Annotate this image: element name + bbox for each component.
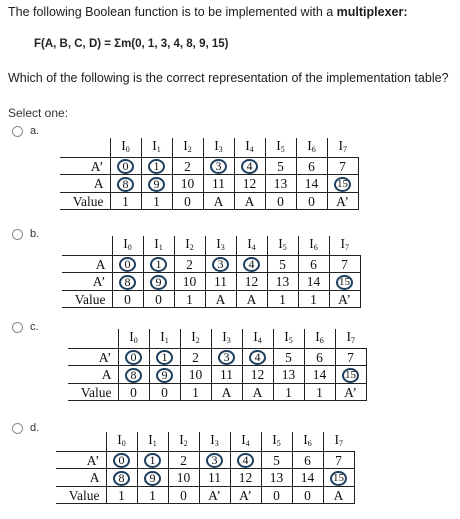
header-subscript: 2 (183, 439, 188, 448)
table-header-row (68, 329, 366, 349)
table-cell: 11 (211, 366, 242, 384)
column-header (298, 236, 329, 256)
option-letter: d. (30, 422, 40, 434)
header-label: I (191, 329, 196, 344)
table-cell: 1 (174, 291, 205, 308)
table-cell (110, 175, 141, 193)
header-subscript: 6 (307, 439, 312, 448)
header-subscript: 7 (345, 243, 349, 252)
column-header (172, 138, 203, 158)
column-header (296, 138, 327, 158)
header-label: I (154, 236, 159, 251)
header-spacer (60, 138, 110, 158)
header-subscript: 3 (226, 336, 231, 345)
table-cell (230, 452, 261, 469)
circled-minterm: 1 (156, 350, 173, 365)
table-cell: 2 (174, 256, 205, 273)
column-header (329, 236, 360, 256)
table-cell: 5 (267, 256, 298, 273)
column-header (273, 329, 304, 349)
table-cell: 2 (168, 452, 199, 469)
table-cell: 12 (236, 273, 267, 291)
header-subscript: 1 (164, 336, 169, 345)
table-cell: 10 (168, 469, 199, 487)
column-header (211, 329, 242, 349)
table-cell: 0 (296, 193, 327, 210)
column-header (205, 236, 236, 256)
column-header (230, 432, 261, 452)
table-header-row (62, 236, 360, 256)
header-label: I (210, 432, 215, 447)
row-label: A’ (56, 452, 106, 469)
header-subscript: 5 (276, 439, 281, 448)
header-subscript: 5 (282, 243, 287, 252)
header-subscript: 6 (313, 243, 318, 252)
option-radio-c[interactable] (12, 322, 23, 333)
table-cell (141, 175, 172, 193)
table-cell (106, 452, 137, 469)
header-subscript: 2 (195, 336, 200, 345)
minterm-row-1 (56, 452, 354, 469)
header-label: I (222, 329, 227, 344)
table-cell: 0 (292, 487, 323, 504)
circled-minterm: 15 (336, 275, 353, 290)
header-subscript: 7 (339, 439, 343, 448)
column-header (335, 329, 366, 349)
header-label: I (183, 138, 188, 153)
option-radio-a[interactable] (12, 126, 23, 137)
table-cell: 1 (273, 384, 304, 401)
header-subscript: 0 (133, 336, 138, 345)
header-subscript: 3 (214, 439, 219, 448)
table-cell (143, 256, 174, 273)
header-subscript: 2 (187, 145, 192, 154)
table-cell: A (242, 384, 273, 401)
table-cell: A (323, 487, 354, 504)
circled-minterm: 0 (117, 159, 134, 174)
header-label: I (129, 329, 134, 344)
table-cell: 5 (273, 349, 304, 366)
header-label: I (179, 432, 184, 447)
table-cell: 0 (149, 384, 180, 401)
minterm-row-1 (62, 256, 360, 273)
row-label: A (56, 469, 106, 487)
column-header (137, 432, 168, 452)
header-label: I (340, 236, 345, 251)
table-cell: 1 (298, 291, 329, 308)
table-cell (203, 158, 234, 175)
column-header (118, 329, 149, 349)
table-cell: 1 (141, 193, 172, 210)
circled-minterm: 15 (334, 177, 351, 192)
table-cell (323, 469, 354, 487)
table-header-row (56, 432, 354, 452)
header-label: I (247, 236, 252, 251)
table-cell: 0 (261, 487, 292, 504)
minterm-row-1 (68, 349, 366, 366)
table-cell (110, 158, 141, 175)
table-cell: 1 (110, 193, 141, 210)
column-header (261, 432, 292, 452)
circled-minterm: 9 (150, 275, 167, 290)
table-cell: 7 (323, 452, 354, 469)
option-radio-d[interactable] (12, 423, 23, 434)
header-label: I (121, 138, 126, 153)
header-subscript: 4 (257, 336, 262, 345)
table-cell: 7 (327, 158, 358, 175)
table-cell: A (203, 193, 234, 210)
table-cell (149, 366, 180, 384)
circled-minterm: 1 (144, 453, 161, 468)
table-cell: A’ (199, 487, 230, 504)
minterm-row-2 (62, 273, 360, 291)
table-cell (205, 256, 236, 273)
header-subscript: 0 (127, 243, 132, 252)
table-cell: 14 (298, 273, 329, 291)
row-label: Value (62, 291, 112, 308)
column-header (327, 138, 358, 158)
select-one-label: Select one: (8, 106, 69, 120)
table-cell: 2 (172, 158, 203, 175)
column-header (143, 236, 174, 256)
minterm-row-2 (60, 175, 358, 193)
header-label: I (346, 329, 351, 344)
table-cell (118, 349, 149, 366)
table-cell: 6 (296, 158, 327, 175)
header-label: I (309, 236, 314, 251)
header-subscript: 4 (245, 439, 250, 448)
minterm-row-2 (68, 366, 366, 384)
header-subscript: 4 (249, 145, 254, 154)
column-header (149, 329, 180, 349)
header-label: I (214, 138, 219, 153)
column-header (141, 138, 172, 158)
column-header (292, 432, 323, 452)
column-header (110, 138, 141, 158)
column-header (112, 236, 143, 256)
table-cell: 14 (304, 366, 335, 384)
table-cell: 11 (205, 273, 236, 291)
circled-minterm: 15 (330, 471, 347, 486)
table-cell: A’ (230, 487, 261, 504)
header-subscript: 5 (288, 336, 293, 345)
question-line-1 (8, 5, 408, 19)
table-cell: 1 (180, 384, 211, 401)
table-cell: 11 (203, 175, 234, 193)
question-text: The following Boolean function is to be implemented with a (8, 5, 337, 19)
table-cell: 2 (180, 349, 211, 366)
header-spacer (68, 329, 118, 349)
table-cell (137, 469, 168, 487)
header-label: I (216, 236, 221, 251)
table-cell: A’ (335, 384, 366, 401)
header-label: I (152, 138, 157, 153)
table-cell: A (205, 291, 236, 308)
value-row (62, 291, 360, 308)
table-cell: 12 (230, 469, 261, 487)
circled-minterm: 4 (241, 159, 258, 174)
header-label: I (185, 236, 190, 251)
row-label: A (60, 175, 110, 193)
row-label: A’ (60, 158, 110, 175)
table-cell: 12 (234, 175, 265, 193)
option-letter: c. (30, 321, 39, 333)
table-header-row (60, 138, 358, 158)
column-header (174, 236, 205, 256)
header-subscript: 0 (121, 439, 126, 448)
table-cell: 13 (267, 273, 298, 291)
table-cell (236, 256, 267, 273)
option-letter: b. (30, 228, 40, 240)
circled-minterm: 9 (156, 368, 173, 383)
table-cell: 6 (304, 349, 335, 366)
boolean-function: F(A, B, C, D) = Σm(0, 1, 3, 4, 8, 9, 15) (34, 38, 229, 50)
header-label: I (276, 138, 281, 153)
minterm-row-2 (56, 469, 354, 487)
table-cell: 11 (199, 469, 230, 487)
row-label: A (62, 256, 112, 273)
circled-minterm: 1 (148, 159, 165, 174)
table-cell (335, 366, 366, 384)
table-cell: 10 (172, 175, 203, 193)
circled-minterm: 9 (148, 177, 165, 192)
table-cell (199, 452, 230, 469)
header-subscript: 7 (351, 336, 355, 345)
header-label: I (303, 432, 308, 447)
row-label: A (68, 366, 118, 384)
circled-minterm: 1 (150, 257, 167, 272)
table-cell: 0 (172, 193, 203, 210)
table-cell (106, 469, 137, 487)
table-cell: A (236, 291, 267, 308)
circled-minterm: 8 (119, 275, 136, 290)
row-label: Value (56, 487, 106, 504)
circled-minterm: 3 (206, 453, 223, 468)
header-subscript: 0 (125, 145, 130, 154)
circled-minterm: 3 (212, 257, 229, 272)
column-header (323, 432, 354, 452)
option-letter: a. (30, 125, 40, 137)
value-row (60, 193, 358, 210)
header-label: I (284, 329, 289, 344)
header-label: I (245, 138, 250, 153)
implementation-table (56, 432, 355, 504)
table-cell: 7 (329, 256, 360, 273)
implementation-table (62, 236, 361, 308)
table-cell: 0 (118, 384, 149, 401)
circled-minterm: 4 (237, 453, 254, 468)
table-cell: 5 (265, 158, 296, 175)
header-spacer (56, 432, 106, 452)
table-cell: A (211, 384, 242, 401)
table-cell (118, 366, 149, 384)
header-subscript: 1 (152, 439, 157, 448)
table-cell: 1 (304, 384, 335, 401)
header-label: I (272, 432, 277, 447)
header-label: I (241, 432, 246, 447)
circled-minterm: 8 (113, 471, 130, 486)
table-cell: 14 (296, 175, 327, 193)
column-header (203, 138, 234, 158)
circled-minterm: 0 (113, 453, 130, 468)
row-label: A’ (68, 349, 118, 366)
column-header (180, 329, 211, 349)
column-header (236, 236, 267, 256)
column-header (265, 138, 296, 158)
table-cell (242, 349, 273, 366)
implementation-table (68, 329, 367, 401)
table-cell: 10 (174, 273, 205, 291)
circled-minterm: 8 (117, 177, 134, 192)
header-label: I (315, 329, 320, 344)
row-label: A’ (62, 273, 112, 291)
table-cell (112, 273, 143, 291)
table-cell: A (234, 193, 265, 210)
circled-minterm: 15 (342, 368, 359, 383)
table-cell (149, 349, 180, 366)
header-subscript: 6 (319, 336, 324, 345)
header-subscript: 1 (156, 145, 161, 154)
table-cell (137, 452, 168, 469)
table-cell: A’ (327, 193, 358, 210)
header-subscript: 4 (251, 243, 256, 252)
circled-minterm: 4 (243, 257, 260, 272)
table-cell: 12 (242, 366, 273, 384)
question-line-2: Which of the following is the correct representation of the implementation table? (8, 71, 449, 85)
column-header (234, 138, 265, 158)
table-cell: 0 (143, 291, 174, 308)
row-label: Value (60, 193, 110, 210)
table-cell: 5 (261, 452, 292, 469)
value-row (56, 487, 354, 504)
table-cell: 1 (137, 487, 168, 504)
table-cell (112, 256, 143, 273)
column-header (106, 432, 137, 452)
value-row (68, 384, 366, 401)
table-cell: 0 (168, 487, 199, 504)
table-cell: 13 (265, 175, 296, 193)
table-cell: 0 (112, 291, 143, 308)
header-label: I (123, 236, 128, 251)
header-label: I (338, 138, 343, 153)
circled-minterm: 8 (125, 368, 142, 383)
header-label: I (117, 432, 122, 447)
header-subscript: 1 (158, 243, 163, 252)
table-cell (327, 175, 358, 193)
table-cell: 10 (180, 366, 211, 384)
table-cell: 6 (292, 452, 323, 469)
header-subscript: 7 (343, 145, 347, 154)
table-cell: 1 (267, 291, 298, 308)
table-cell: 13 (261, 469, 292, 487)
minterm-row-1 (60, 158, 358, 175)
table-cell: 6 (298, 256, 329, 273)
header-label: I (307, 138, 312, 153)
header-subscript: 2 (189, 243, 194, 252)
table-cell (329, 273, 360, 291)
circled-minterm: 0 (125, 350, 142, 365)
circled-minterm: 3 (218, 350, 235, 365)
header-label: I (148, 432, 153, 447)
column-header (267, 236, 298, 256)
header-subscript: 3 (220, 243, 225, 252)
table-cell: A’ (329, 291, 360, 308)
column-header (304, 329, 335, 349)
column-header (199, 432, 230, 452)
header-subscript: 3 (218, 145, 223, 154)
option-radio-b[interactable] (12, 229, 23, 240)
header-spacer (62, 236, 112, 256)
table-cell (234, 158, 265, 175)
table-cell: 14 (292, 469, 323, 487)
implementation-table (60, 138, 359, 210)
header-label: I (253, 329, 258, 344)
row-label: Value (68, 384, 118, 401)
circled-minterm: 9 (144, 471, 161, 486)
table-cell: 7 (335, 349, 366, 366)
header-label: I (278, 236, 283, 251)
header-label: I (334, 432, 339, 447)
circled-minterm: 4 (249, 350, 266, 365)
table-cell: 0 (265, 193, 296, 210)
table-cell: 1 (106, 487, 137, 504)
table-cell (141, 158, 172, 175)
header-subscript: 6 (311, 145, 316, 154)
circled-minterm: 0 (119, 257, 136, 272)
table-cell (143, 273, 174, 291)
header-label: I (160, 329, 165, 344)
table-cell: 13 (273, 366, 304, 384)
question-bold-text: multiplexer: (336, 5, 408, 19)
column-header (168, 432, 199, 452)
table-cell (211, 349, 242, 366)
header-subscript: 5 (280, 145, 285, 154)
column-header (242, 329, 273, 349)
circled-minterm: 3 (210, 159, 227, 174)
